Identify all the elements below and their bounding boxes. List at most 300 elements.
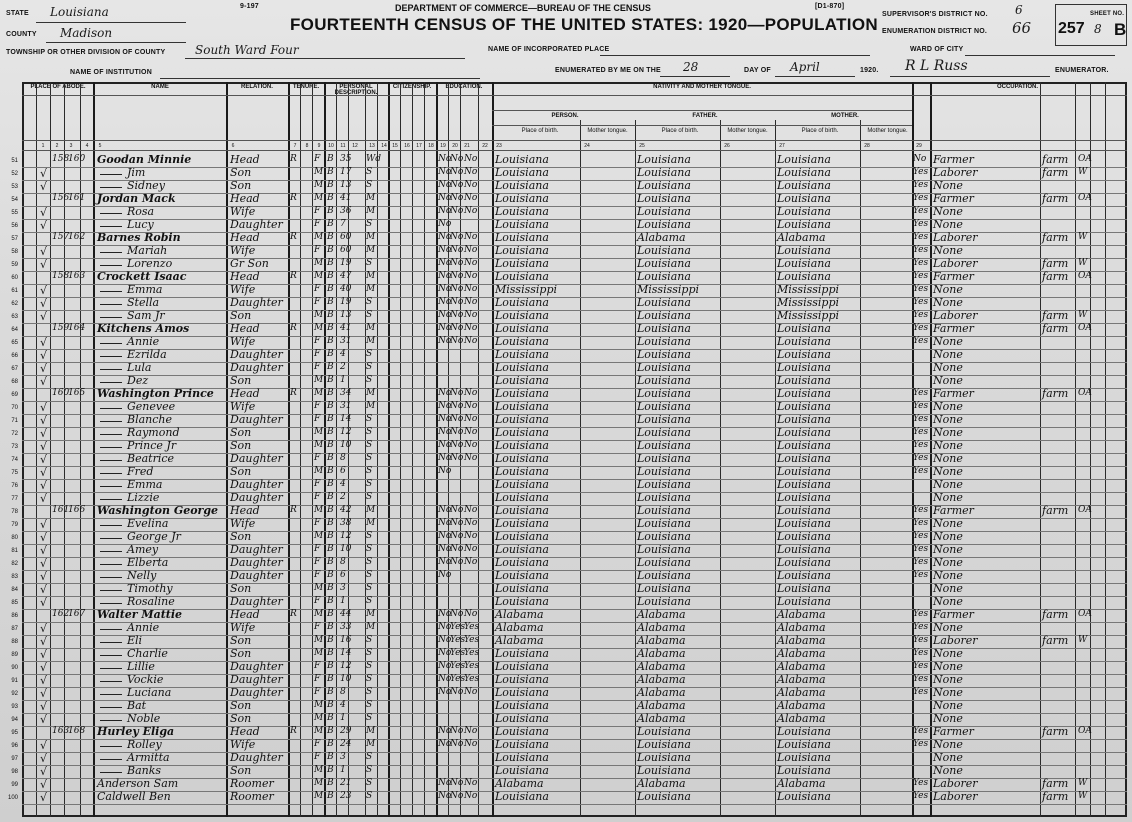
cell-age: 14 (340, 648, 352, 658)
cell-eng: Yes (913, 687, 929, 697)
cell-eng: Yes (913, 778, 929, 788)
surname-dash (100, 486, 122, 487)
cell-fpob: Louisiana (637, 387, 691, 400)
cell-fpob: Louisiana (637, 569, 691, 582)
line-number: 77 (11, 496, 18, 502)
cell-eng: Yes (913, 609, 929, 619)
cell-eng: Yes (913, 336, 929, 346)
cell-race: B (327, 323, 334, 333)
cell-trade: Laborer (933, 777, 978, 790)
cell-read: No (450, 505, 464, 515)
cell-fam: 166 (68, 505, 86, 515)
cell-rel: Head (230, 153, 260, 166)
cell-trade: Farmer (933, 504, 974, 517)
cell-fpob: Louisiana (637, 413, 691, 426)
group-name: NAME (151, 84, 169, 90)
cell-eng: Yes (913, 271, 929, 281)
cell-write: No (464, 388, 478, 398)
row-line (22, 804, 1127, 805)
cell-rel: Head (230, 270, 260, 283)
cell-fpob: Louisiana (637, 751, 691, 764)
enumerated-day: 28 (683, 60, 699, 74)
enumerated-month: April (790, 60, 820, 74)
line-number: 65 (11, 340, 18, 346)
cell-fpob: Louisiana (637, 595, 691, 608)
cell-trade: None (933, 335, 963, 348)
cell-write: No (464, 739, 478, 749)
cell-age: 1 (340, 375, 346, 385)
cell-age: 24 (340, 739, 352, 749)
cell-mpob: Louisiana (777, 270, 831, 283)
cell-fpob: Louisiana (637, 543, 691, 556)
surname-dash (100, 408, 122, 409)
cell-sch: No (438, 193, 452, 203)
group-occupation: OCCUPATION. (996, 84, 1039, 90)
cell-race: B (327, 336, 334, 346)
cell-age: 38 (340, 518, 352, 528)
cell-rel: Wife (230, 205, 256, 218)
column-number: 11 (340, 143, 346, 149)
cell-rel: Roomer (230, 790, 274, 803)
cell-name: Goodan Minnie (97, 153, 192, 166)
cell-trade: Laborer (933, 257, 978, 270)
group-person: PERSON. (551, 113, 579, 119)
line-number: 100 (7, 795, 18, 801)
check-mark: √ (40, 531, 48, 544)
cell-race: B (327, 414, 334, 424)
cell-age: 7 (340, 219, 346, 229)
cell-write: No (464, 609, 478, 619)
ward-label: WARD OF CITY (910, 46, 964, 53)
check-mark: √ (40, 635, 48, 648)
year: 1920. (860, 67, 879, 74)
check-mark: √ (40, 661, 48, 674)
township-label: TOWNSHIP OR OTHER DIVISION OF COUNTY (6, 49, 166, 56)
cell-race: B (327, 778, 334, 788)
cell-fpob: Louisiana (637, 166, 691, 179)
cell-rel: Head (230, 192, 260, 205)
person-tongue-label: Mother tongue. (587, 128, 628, 134)
cell-cls: OA (1078, 193, 1092, 203)
cell-sex: M (314, 778, 324, 788)
group-citizenship: CITIZENSHIP. (392, 84, 432, 90)
cell-sex: F (314, 414, 321, 424)
cell-mpob: Louisiana (777, 205, 831, 218)
cell-write: No (464, 232, 478, 242)
cell-race: B (327, 258, 334, 268)
column-number: 10 (328, 143, 334, 149)
cell-pob: Louisiana (495, 452, 549, 465)
cell-sch: No (438, 427, 452, 437)
cell-age: 8 (340, 453, 346, 463)
cell-sch: No (438, 219, 452, 229)
cell-write: No (464, 258, 478, 268)
cell-mpob: Alabama (777, 712, 826, 725)
cell-dw: 157 (52, 232, 70, 242)
cell-ms: S (366, 466, 373, 476)
cell-mpob: Louisiana (777, 400, 831, 413)
cell-age: 13 (340, 310, 352, 320)
cell-name: Raymond (127, 426, 180, 439)
cell-rel: Head (230, 231, 260, 244)
column-number: 22 (482, 143, 488, 149)
cell-sex: F (314, 453, 321, 463)
cell-age: 8 (340, 687, 346, 697)
cell-pob: Louisiana (495, 231, 549, 244)
cell-cls: OA (1078, 154, 1092, 164)
surname-dash (100, 187, 122, 188)
cell-sex: M (314, 271, 324, 281)
cell-name: Ezrilda (127, 348, 167, 361)
check-mark: √ (40, 583, 48, 596)
cell-trade: None (933, 205, 963, 218)
surname-dash (100, 369, 122, 370)
cell-pob: Louisiana (495, 478, 549, 491)
cell-fpob: Louisiana (637, 738, 691, 751)
cell-sch: No (438, 622, 452, 632)
surname-dash (100, 720, 122, 721)
cell-dw: 158 (52, 154, 70, 164)
cell-sex: M (314, 193, 324, 203)
cell-ind: farm (1042, 270, 1069, 283)
cell-mpob: Louisiana (777, 166, 831, 179)
cell-sex: F (314, 739, 321, 749)
cell-race: B (327, 492, 334, 502)
cell-trade: None (933, 530, 963, 543)
cell-pob: Louisiana (495, 244, 549, 257)
cell-sch: No (438, 453, 452, 463)
cell-sch: No (438, 648, 452, 658)
cell-age: 4 (340, 479, 346, 489)
cell-read: No (450, 687, 464, 697)
cell-ms: S (366, 544, 373, 554)
cell-ms: S (366, 479, 373, 489)
cell-trade: None (933, 452, 963, 465)
cell-fam: 160 (68, 154, 86, 164)
check-mark: √ (40, 466, 48, 479)
cell-pob: Louisiana (495, 491, 549, 504)
surname-dash (100, 551, 122, 552)
cell-eng: Yes (913, 388, 929, 398)
cell-mpob: Louisiana (777, 218, 831, 231)
cell-sex: M (314, 232, 324, 242)
check-mark: √ (40, 791, 48, 804)
cell-sch: No (438, 687, 452, 697)
cell-write: No (464, 453, 478, 463)
cell-write: No (464, 427, 478, 437)
line-number: 52 (11, 171, 18, 177)
cell-pob: Louisiana (495, 751, 549, 764)
cell-home: R (290, 388, 297, 398)
cell-cls: OA (1078, 271, 1092, 281)
cell-sex: M (314, 791, 324, 801)
cell-age: 40 (340, 284, 352, 294)
cell-ms: M (366, 739, 376, 749)
surname-dash (100, 707, 122, 708)
sheet-label: SHEET NO. (1090, 11, 1125, 17)
cell-eng: Yes (913, 297, 929, 307)
cell-rel: Daughter (230, 296, 283, 309)
cell-write: Yes (464, 622, 480, 632)
check-mark: √ (40, 570, 48, 583)
column-number: 6 (231, 143, 235, 149)
cell-age: 14 (340, 414, 352, 424)
cell-name: Anderson Sam (97, 777, 179, 790)
cell-mpob: Alabama (777, 608, 826, 621)
cell-home: R (290, 232, 297, 242)
column-number: 13 (369, 143, 375, 149)
cell-ms: S (366, 635, 373, 645)
line-number: 55 (11, 210, 18, 216)
cell-mpob: Alabama (777, 673, 826, 686)
cell-read: No (450, 258, 464, 268)
line-number: 88 (11, 639, 18, 645)
cell-ms: S (366, 778, 373, 788)
cell-read: No (450, 388, 464, 398)
surname-dash (100, 564, 122, 565)
cell-fpob: Louisiana (637, 205, 691, 218)
surname-dash (100, 499, 122, 500)
cell-ms: S (366, 687, 373, 697)
cell-rel: Wife (230, 400, 256, 413)
cell-name: Hurley Eliga (97, 725, 175, 738)
cell-name: Jordan Mack (97, 192, 176, 205)
cell-trade: None (933, 283, 963, 296)
cell-sch: No (438, 661, 452, 671)
cell-rel: Son (230, 309, 252, 322)
cell-ms: M (366, 206, 376, 216)
cell-fpob: Louisiana (637, 764, 691, 777)
cell-age: 3 (340, 752, 346, 762)
cell-trade: None (933, 348, 963, 361)
cell-read: No (450, 544, 464, 554)
cell-fpob: Alabama (637, 660, 686, 673)
grid-header-line (492, 125, 912, 126)
cell-ms: S (366, 297, 373, 307)
cell-ms: S (366, 570, 373, 580)
cell-name: Noble (127, 712, 161, 725)
surname-dash (100, 317, 122, 318)
sheet-num-hand: 8 (1094, 22, 1102, 36)
column-number: 20 (452, 143, 458, 149)
line-number: 66 (11, 353, 18, 359)
cell-fpob: Mississippi (637, 283, 699, 296)
cell-mpob: Louisiana (777, 751, 831, 764)
cell-rel: Son (230, 530, 252, 543)
cell-race: B (327, 687, 334, 697)
cell-trade: None (933, 621, 963, 634)
cell-write: No (464, 193, 478, 203)
group-personal: PERSONAL DESCRIPTION. (334, 84, 378, 96)
cell-mpob: Louisiana (777, 439, 831, 452)
cell-home: R (290, 609, 297, 619)
cell-age: 8 (340, 557, 346, 567)
cell-pob: Louisiana (495, 647, 549, 660)
cell-trade: None (933, 413, 963, 426)
cell-mpob: Louisiana (777, 413, 831, 426)
cell-fpob: Alabama (637, 608, 686, 621)
cell-ms: S (366, 557, 373, 567)
cell-age: 47 (340, 271, 352, 281)
cell-write: No (464, 401, 478, 411)
cell-sex: F (314, 479, 321, 489)
cell-read: No (450, 557, 464, 567)
line-number: 89 (11, 652, 18, 658)
grid-header-line (22, 95, 1127, 96)
surname-dash (100, 590, 122, 591)
cell-mpob: Louisiana (777, 387, 831, 400)
cell-rel: Head (230, 608, 260, 621)
cell-race: B (327, 362, 334, 372)
cell-eng: Yes (913, 622, 929, 632)
cell-sex: M (314, 388, 324, 398)
cell-ms: S (366, 648, 373, 658)
cell-sch: No (438, 232, 452, 242)
cell-fpob: Louisiana (637, 309, 691, 322)
surname-dash (100, 577, 122, 578)
cell-cls: OA (1078, 388, 1092, 398)
cell-eng: Yes (913, 258, 929, 268)
cell-sch: No (438, 466, 452, 476)
cell-sex: M (314, 440, 324, 450)
cell-eng: Yes (913, 440, 929, 450)
check-mark: √ (40, 700, 48, 713)
cell-mpob: Louisiana (777, 322, 831, 335)
cell-mpob: Louisiana (777, 179, 831, 192)
cell-name: Annie (127, 335, 160, 348)
father-pob-label: Place of birth. (661, 128, 699, 134)
cell-rel: Daughter (230, 543, 283, 556)
cell-ms: S (366, 661, 373, 671)
column-number: 28 (864, 143, 870, 149)
cell-ind: farm (1042, 257, 1069, 270)
cell-read: No (450, 336, 464, 346)
cell-trade: Farmer (933, 192, 974, 205)
cell-fpob: Louisiana (637, 790, 691, 803)
line-number: 59 (11, 262, 18, 268)
line-number: 62 (11, 301, 18, 307)
sheet-value: 257 (1058, 20, 1085, 37)
column-number: 9 (317, 143, 321, 149)
line-number: 70 (11, 405, 18, 411)
cell-sch: No (438, 791, 452, 801)
cell-pob: Alabama (495, 777, 544, 790)
cell-trade: Laborer (933, 790, 978, 803)
cell-trade: None (933, 673, 963, 686)
cell-race: B (327, 180, 334, 190)
page-title: FOURTEENTH CENSUS OF THE UNITED STATES: 1920—POPULATION (290, 15, 878, 34)
cell-mpob: Louisiana (777, 192, 831, 205)
cell-rel: Son (230, 764, 252, 777)
cell-fpob: Louisiana (637, 218, 691, 231)
cell-pob: Alabama (495, 608, 544, 621)
cell-fpob: Alabama (637, 686, 686, 699)
check-mark: √ (40, 778, 48, 791)
cell-pob: Louisiana (495, 218, 549, 231)
cell-dw: 163 (52, 726, 70, 736)
cell-sex: F (314, 570, 321, 580)
cell-eng: Yes (913, 180, 929, 190)
cell-cls: W (1078, 791, 1088, 801)
line-number: 53 (11, 184, 18, 190)
cell-fam: 164 (68, 323, 86, 333)
cell-age: 10 (340, 674, 352, 684)
incorporated-label: NAME OF INCORPORATED PLACE (488, 46, 610, 53)
check-mark: √ (40, 297, 48, 310)
cell-pob: Mississippi (495, 283, 557, 296)
cell-read: No (450, 518, 464, 528)
cell-cls: OA (1078, 726, 1092, 736)
cell-age: 31 (340, 401, 352, 411)
cell-write: No (464, 791, 478, 801)
cell-age: 13 (340, 180, 352, 190)
cell-rel: Son (230, 634, 252, 647)
cell-eng: Yes (913, 726, 929, 736)
cell-sex: F (314, 336, 321, 346)
cell-ms: S (366, 765, 373, 775)
cell-pob: Alabama (495, 621, 544, 634)
cell-cls: W (1078, 167, 1088, 177)
cell-fam: 165 (68, 388, 86, 398)
check-mark: √ (40, 375, 48, 388)
cell-sex: M (314, 648, 324, 658)
cell-ind: farm (1042, 192, 1069, 205)
supervisor-label: SUPERVISOR'S DISTRICT NO. (882, 11, 988, 18)
state-label: STATE (6, 10, 29, 17)
cell-eng: Yes (913, 206, 929, 216)
cell-pob: Louisiana (495, 595, 549, 608)
cell-dw: 159 (52, 323, 70, 333)
cell-age: 44 (340, 609, 352, 619)
cell-trade: None (933, 517, 963, 530)
cell-name: Charlie (127, 647, 168, 660)
cell-ms: M (366, 401, 376, 411)
cell-sex: M (314, 609, 324, 619)
cell-age: 12 (340, 427, 352, 437)
cell-age: 33 (340, 622, 352, 632)
cell-pob: Louisiana (495, 543, 549, 556)
township-value: South Ward Four (195, 43, 299, 57)
cell-name: Vockie (127, 673, 164, 686)
mother-pob-label: Place of birth. (801, 128, 839, 134)
cell-pob: Louisiana (495, 712, 549, 725)
surname-dash (100, 772, 122, 773)
cell-race: B (327, 466, 334, 476)
cell-ms: S (366, 258, 373, 268)
father-tongue-label: Mother tongue. (727, 128, 768, 134)
cell-name: Blanche (127, 413, 172, 426)
cell-write: No (464, 505, 478, 515)
line-number: 84 (11, 587, 18, 593)
line-number: 79 (11, 522, 18, 528)
cell-read: No (450, 193, 464, 203)
check-mark: √ (40, 414, 48, 427)
cell-mpob: Louisiana (777, 504, 831, 517)
cell-fpob: Louisiana (637, 374, 691, 387)
check-mark: √ (40, 674, 48, 687)
cell-cls: OA (1078, 323, 1092, 333)
check-mark: √ (40, 752, 48, 765)
cell-name: Lorenzo (127, 257, 173, 270)
cell-pob: Louisiana (495, 790, 549, 803)
surname-dash (100, 694, 122, 695)
check-mark: √ (40, 310, 48, 323)
cell-sex: F (314, 219, 321, 229)
cell-name: Timothy (127, 582, 173, 595)
cell-pob: Louisiana (495, 179, 549, 192)
cell-ms: M (366, 245, 376, 255)
cell-age: 19 (340, 258, 352, 268)
